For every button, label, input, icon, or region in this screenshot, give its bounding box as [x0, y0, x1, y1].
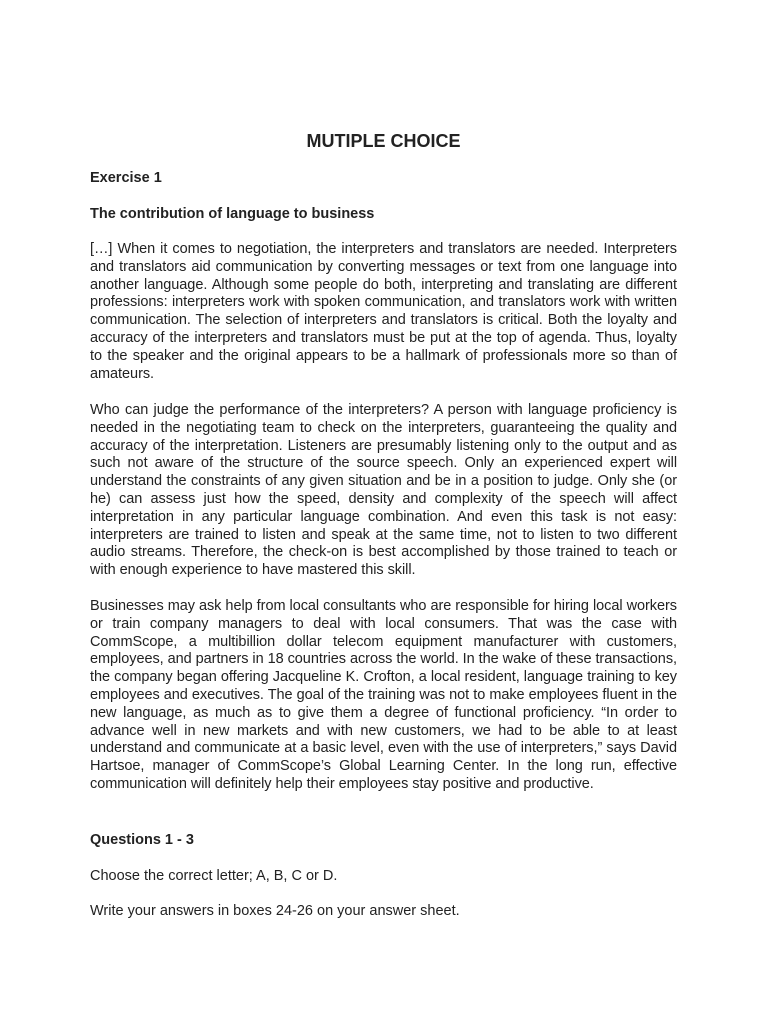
instruction-answer-boxes: Write your answers in boxes 24-26 on your answer sheet.	[90, 903, 460, 919]
questions-label: Questions 1 - 3	[90, 832, 194, 848]
exercise-label: Exercise 1	[90, 170, 162, 186]
paragraph-2: Who can judge the performance of the interpreters? A person with language proficiency is needed in the negotiating team to check on the interpreters, guaranteeing the quality and accuracy of the interpretation. Listeners are presumably listening only to the output and as such not aware of the structure of the source speech. Only an experienced expert will understand the constraints of any given situation and be in a position to judge. Only she (or he) can assess just how the speed, density and complexity of the speech will affect interpretation in any particular language combination. And even this task is not easy: interpreters are trained to listen and speak at the same time, not to listen to two different audio streams. Therefore, the check-on is best accomplished by those trained to teach or with enough experience to have mastered this skill.	[90, 402, 677, 579]
instruction-choose-letter: Choose the correct letter; A, B, C or D.	[90, 868, 338, 884]
paragraph-3: Businesses may ask help from local consultants who are responsible for hiring local workers or train company managers to deal with local consumers. That was the case with CommScope, a multibillion dollar telecom equipment manufacturer with customers, employees, and partners in 18 countries across the world. In the wake of these transactions, the company began offering Jacqueline K. Crofton, a local resident, language training to key employees and executives. The goal of the training was not to make employees fluent in the new language, as much as to give them a degree of functional proficiency. “In order to advance well in new markets and with new customers, we had to be able to at least understand and communicate at a basic level, even with the use of interpreters,” says David Hartsoe, manager of CommScope’s Global Learning Center. In the long run, effective communication will definitely help their employees stay positive and productive.	[90, 598, 677, 792]
document-page	[90, 0, 677, 1024]
page-title: MUTIPLE CHOICE	[306, 131, 461, 151]
passage-title: The contribution of language to business	[90, 206, 375, 222]
paragraph-1: […] When it comes to negotiation, the interpreters and translators are needed. Interpreters and translators aid communication by converting messages or text from one language into another language. Although some people do both, interpreting and translating are different professions: interpreters work with spoken communication, and translators work with written communication. The selection of interpreters and translators is critical. Both the loyalty and accuracy of the interpreters and translators must be put at the top of agenda. Thus, loyalty to the speaker and the original appears to be a hallmark of professionals more so than of amateurs.	[90, 241, 677, 382]
